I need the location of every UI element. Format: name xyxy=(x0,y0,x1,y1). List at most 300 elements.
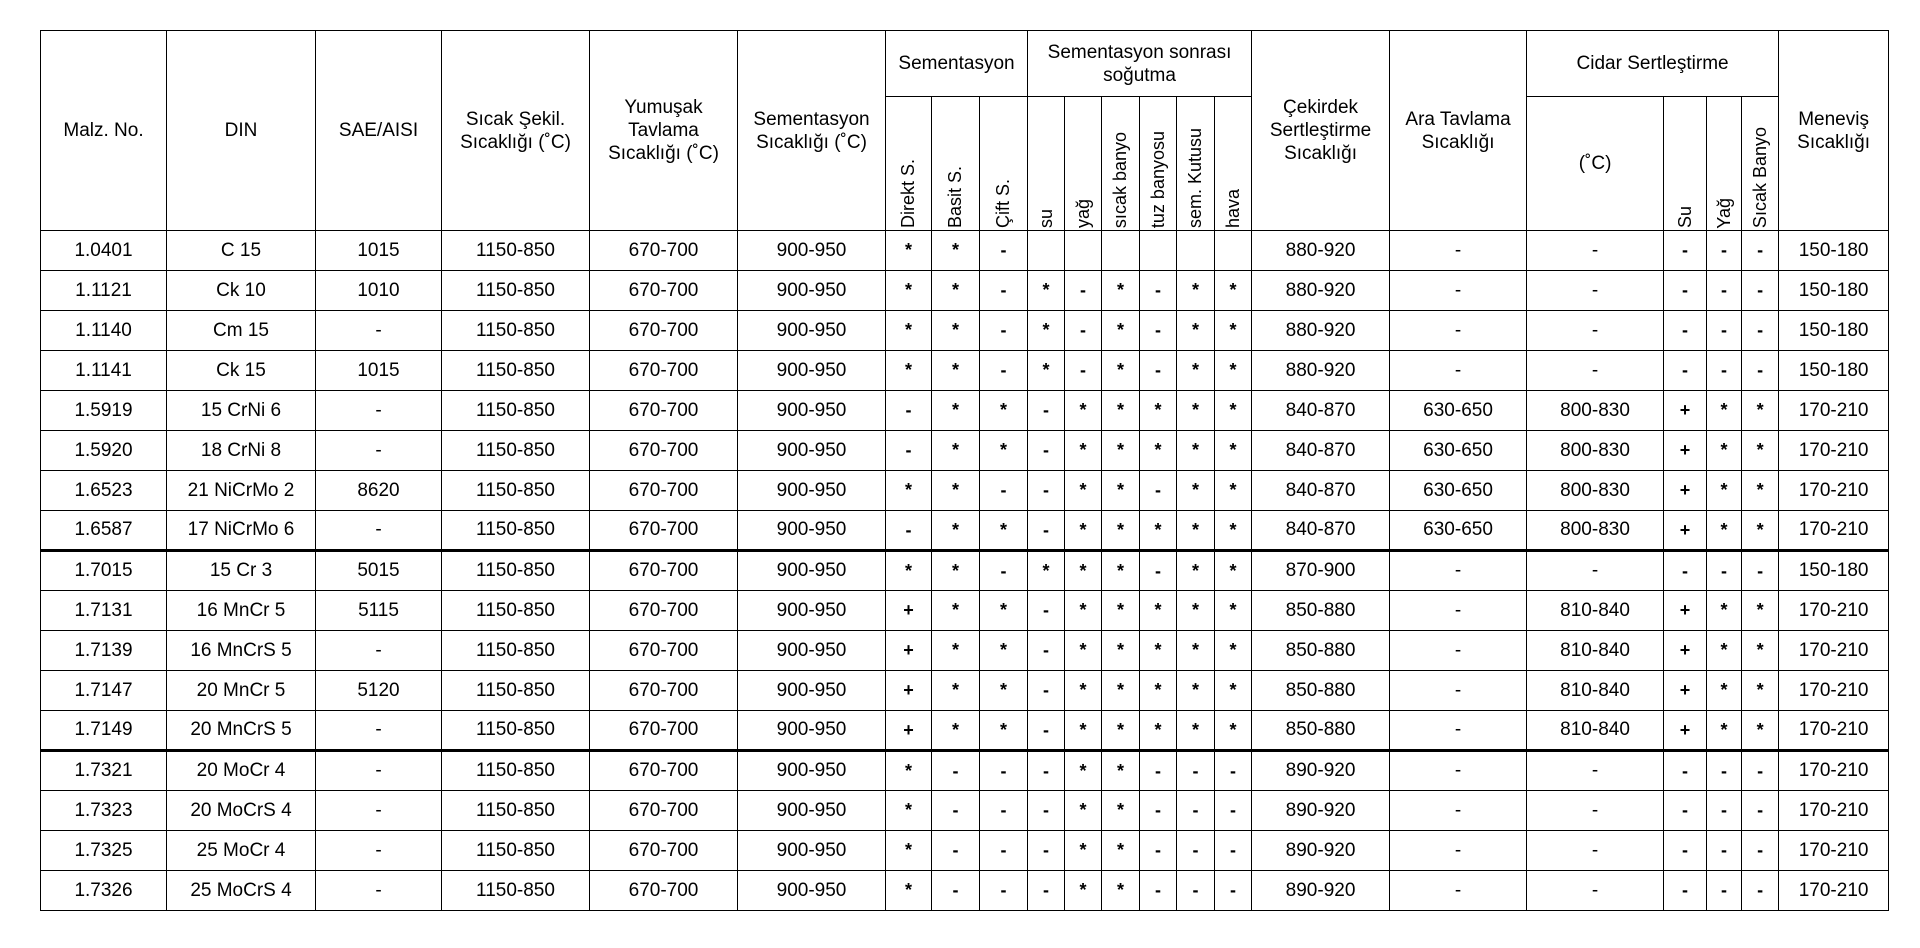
table-cell: 170-210 xyxy=(1779,671,1889,711)
table-cell: * xyxy=(932,431,980,471)
table-cell: * xyxy=(886,351,932,391)
table-cell: - xyxy=(1177,831,1215,871)
table-row xyxy=(41,551,1889,591)
table-cell: - xyxy=(316,511,442,551)
table-row xyxy=(41,751,1889,791)
table-cell: * xyxy=(1215,471,1252,511)
table-cell: - xyxy=(1707,311,1742,351)
table-cell: 1.7325 xyxy=(41,831,167,871)
table-cell: * xyxy=(1742,711,1779,751)
table-row xyxy=(41,431,1889,471)
table-cell: * xyxy=(1140,431,1177,471)
table-cell: 5115 xyxy=(316,591,442,631)
table-cell: - xyxy=(1215,791,1252,831)
table-cell: * xyxy=(932,471,980,511)
table-cell: + xyxy=(886,711,932,751)
table-cell: 880-920 xyxy=(1252,271,1390,311)
table-cell: 1.7139 xyxy=(41,631,167,671)
table-cell: 1150-850 xyxy=(442,671,590,711)
table-cell xyxy=(1028,231,1065,271)
subheader-sem-kutusu: sem. Kutusu xyxy=(1177,97,1215,231)
table-cell: - xyxy=(1707,791,1742,831)
table-cell: 1150-850 xyxy=(442,511,590,551)
table-cell: 8620 xyxy=(316,471,442,511)
table-cell: - xyxy=(1390,791,1527,831)
table-cell: * xyxy=(932,391,980,431)
table-cell: 170-210 xyxy=(1779,471,1889,511)
table-cell: * xyxy=(1140,511,1177,551)
table-cell: - xyxy=(1028,791,1065,831)
table-cell: * xyxy=(1742,671,1779,711)
table-cell: * xyxy=(1177,591,1215,631)
table-cell: * xyxy=(1215,311,1252,351)
table-cell: * xyxy=(1707,671,1742,711)
table-cell: - xyxy=(1390,751,1527,791)
table-cell: * xyxy=(1215,591,1252,631)
table-cell: * xyxy=(1215,391,1252,431)
table-cell: + xyxy=(1664,671,1707,711)
table-row xyxy=(41,711,1889,751)
table-cell: 670-700 xyxy=(590,391,738,431)
table-row xyxy=(41,791,1889,831)
table-cell: - xyxy=(1742,871,1779,911)
table-cell: * xyxy=(886,471,932,511)
table-cell: * xyxy=(932,311,980,351)
table-cell: * xyxy=(1065,671,1102,711)
table-cell: - xyxy=(980,791,1028,831)
table-cell: 1.1141 xyxy=(41,351,167,391)
table-cell: - xyxy=(932,831,980,871)
table-cell: * xyxy=(1028,271,1065,311)
table-cell: - xyxy=(932,871,980,911)
subheader-basit: Basit S. xyxy=(932,97,980,231)
table-cell: - xyxy=(1390,271,1527,311)
table-cell: - xyxy=(1177,751,1215,791)
table-cell: 840-870 xyxy=(1252,511,1390,551)
table-cell: 20 MoCr 4 xyxy=(167,751,316,791)
table-cell: 900-950 xyxy=(738,831,886,871)
table-cell: 1.7323 xyxy=(41,791,167,831)
table-cell: - xyxy=(1028,751,1065,791)
table-cell: 170-210 xyxy=(1779,711,1889,751)
table-cell: - xyxy=(1664,791,1707,831)
table-cell: * xyxy=(932,271,980,311)
table-cell: 810-840 xyxy=(1527,631,1664,671)
table-cell: + xyxy=(1664,471,1707,511)
table-cell: - xyxy=(316,751,442,791)
table-cell: * xyxy=(1177,511,1215,551)
table-cell: 5120 xyxy=(316,671,442,711)
table-cell: - xyxy=(1707,351,1742,391)
table-cell: 1.7131 xyxy=(41,591,167,631)
table-cell: - xyxy=(1390,311,1527,351)
table-cell: - xyxy=(1028,391,1065,431)
table-cell: * xyxy=(1177,671,1215,711)
header-sicak-sekil: Sıcak Şekil. Sıcaklığı (˚C) xyxy=(442,31,590,231)
table-cell: * xyxy=(886,551,932,591)
subheader-cidar-su: Su xyxy=(1664,97,1707,231)
table-cell: 1150-850 xyxy=(442,751,590,791)
table-cell: 670-700 xyxy=(590,551,738,591)
table-cell: - xyxy=(1707,831,1742,871)
table-cell: 25 MoCrS 4 xyxy=(167,871,316,911)
subheader-cidar-temp: (˚C) xyxy=(1527,97,1664,231)
table-cell: Ck 10 xyxy=(167,271,316,311)
table-cell: * xyxy=(1177,551,1215,591)
table-cell: * xyxy=(1102,711,1140,751)
table-cell: * xyxy=(1215,711,1252,751)
table-cell: 670-700 xyxy=(590,351,738,391)
table-cell: 670-700 xyxy=(590,831,738,871)
table-cell: * xyxy=(1215,271,1252,311)
table-cell: - xyxy=(316,711,442,751)
subheader-direkt: Direkt S. xyxy=(886,97,932,231)
table-cell: 900-950 xyxy=(738,271,886,311)
header-ara-tavlama: Ara Tavlama Sıcaklığı xyxy=(1390,31,1527,231)
table-cell: - xyxy=(1028,471,1065,511)
table-cell: - xyxy=(1215,831,1252,871)
table-cell: Ck 15 xyxy=(167,351,316,391)
table-cell: - xyxy=(932,751,980,791)
table-cell: 810-840 xyxy=(1527,711,1664,751)
table-cell: * xyxy=(932,351,980,391)
table-cell: * xyxy=(1140,591,1177,631)
table-cell: * xyxy=(932,671,980,711)
table-cell: * xyxy=(1028,551,1065,591)
table-cell: - xyxy=(1140,831,1177,871)
table-cell: 1.0401 xyxy=(41,231,167,271)
table-cell: 1150-850 xyxy=(442,431,590,471)
table-cell: + xyxy=(1664,511,1707,551)
table-cell: 900-950 xyxy=(738,391,886,431)
table-cell: * xyxy=(1102,471,1140,511)
table-cell: * xyxy=(1215,631,1252,671)
table-cell: - xyxy=(316,391,442,431)
table-cell: * xyxy=(886,871,932,911)
table-cell: - xyxy=(316,311,442,351)
table-cell: - xyxy=(1527,791,1664,831)
table-cell: 150-180 xyxy=(1779,311,1889,351)
table-cell: + xyxy=(1664,591,1707,631)
table-cell: * xyxy=(980,591,1028,631)
header-sementasyon-sicakligi: Sementasyon Sıcaklığı (˚C) xyxy=(738,31,886,231)
table-cell: 900-950 xyxy=(738,471,886,511)
table-cell: * xyxy=(886,311,932,351)
table-cell: * xyxy=(980,391,1028,431)
table-cell: 900-950 xyxy=(738,591,886,631)
table-cell: 1.7147 xyxy=(41,671,167,711)
table-row xyxy=(41,471,1889,511)
table-cell: - xyxy=(1707,551,1742,591)
table-cell: 630-650 xyxy=(1390,471,1527,511)
table-cell: 900-950 xyxy=(738,351,886,391)
table-cell: 1.7321 xyxy=(41,751,167,791)
table-cell: * xyxy=(1140,711,1177,751)
table-cell: + xyxy=(1664,711,1707,751)
table-cell: 810-840 xyxy=(1527,591,1664,631)
table-cell: 670-700 xyxy=(590,511,738,551)
table-cell: - xyxy=(1028,631,1065,671)
table-cell: * xyxy=(1102,271,1140,311)
table-row xyxy=(41,671,1889,711)
table-cell: 810-840 xyxy=(1527,671,1664,711)
table-cell: 850-880 xyxy=(1252,591,1390,631)
table-header xyxy=(41,31,1889,231)
subheader-su: su xyxy=(1028,97,1065,231)
table-cell: Cm 15 xyxy=(167,311,316,351)
table-cell: 150-180 xyxy=(1779,231,1889,271)
table-cell: 850-880 xyxy=(1252,631,1390,671)
table-cell: * xyxy=(1177,391,1215,431)
table-cell: - xyxy=(1028,871,1065,911)
table-cell: 1150-850 xyxy=(442,271,590,311)
table-cell: - xyxy=(1527,311,1664,351)
table-cell: - xyxy=(316,791,442,831)
table-cell: * xyxy=(1177,311,1215,351)
table-cell: * xyxy=(1707,591,1742,631)
table-cell: 670-700 xyxy=(590,431,738,471)
table-cell: 1010 xyxy=(316,271,442,311)
table-cell: - xyxy=(316,871,442,911)
table-cell: + xyxy=(886,671,932,711)
table-cell: 800-830 xyxy=(1527,511,1664,551)
header-cekirdek: Çekirdek Sertleştirme Sıcaklığı xyxy=(1252,31,1390,231)
table-cell: * xyxy=(1065,831,1102,871)
table-cell: * xyxy=(1102,831,1140,871)
table-cell: * xyxy=(1102,391,1140,431)
table-cell: * xyxy=(1102,551,1140,591)
table-cell: 15 Cr 3 xyxy=(167,551,316,591)
table-cell: - xyxy=(1065,311,1102,351)
table-cell: - xyxy=(1664,871,1707,911)
table-row xyxy=(41,271,1889,311)
table-cell: - xyxy=(1664,231,1707,271)
table-cell: 1015 xyxy=(316,231,442,271)
table-cell: - xyxy=(886,511,932,551)
table-cell: * xyxy=(886,751,932,791)
table-cell: * xyxy=(980,671,1028,711)
table-cell: * xyxy=(886,271,932,311)
table-row xyxy=(41,871,1889,911)
table-cell: - xyxy=(1707,231,1742,271)
table-cell: 170-210 xyxy=(1779,631,1889,671)
table-cell: - xyxy=(1664,751,1707,791)
table-cell: * xyxy=(1065,431,1102,471)
table-cell: - xyxy=(1390,671,1527,711)
table-cell: 670-700 xyxy=(590,471,738,511)
table-cell: 670-700 xyxy=(590,311,738,351)
table-cell: - xyxy=(1028,711,1065,751)
table-cell: - xyxy=(1742,551,1779,591)
table-cell: 1015 xyxy=(316,351,442,391)
table-cell: 840-870 xyxy=(1252,471,1390,511)
table-cell xyxy=(1102,231,1140,271)
header-cidar-group: Cidar Sertleştirme xyxy=(1527,31,1779,97)
table-cell: 15 CrNi 6 xyxy=(167,391,316,431)
table-cell: 880-920 xyxy=(1252,231,1390,271)
table-cell: 890-920 xyxy=(1252,871,1390,911)
table-cell: * xyxy=(886,791,932,831)
table-cell: * xyxy=(1065,511,1102,551)
table-cell: - xyxy=(1140,271,1177,311)
table-cell: * xyxy=(932,551,980,591)
table-cell: * xyxy=(1177,431,1215,471)
table-cell: * xyxy=(1177,351,1215,391)
table-row xyxy=(41,351,1889,391)
table-cell: 1150-850 xyxy=(442,471,590,511)
table-cell: * xyxy=(1177,711,1215,751)
table-cell: * xyxy=(1742,431,1779,471)
table-cell: - xyxy=(1390,551,1527,591)
table-cell: * xyxy=(1065,471,1102,511)
header-malz-no: Malz. No. xyxy=(41,31,167,231)
table-cell: * xyxy=(1102,671,1140,711)
table-cell: 900-950 xyxy=(738,231,886,271)
table-cell: - xyxy=(1664,351,1707,391)
table-cell: - xyxy=(1742,231,1779,271)
table-cell: * xyxy=(1707,511,1742,551)
table-cell: 170-210 xyxy=(1779,591,1889,631)
table-cell: - xyxy=(1215,751,1252,791)
subheader-yag: yağ xyxy=(1065,97,1102,231)
table-cell: * xyxy=(1177,271,1215,311)
table-cell: - xyxy=(1390,591,1527,631)
subheader-cift: Çift S. xyxy=(980,97,1028,231)
table-cell: * xyxy=(1102,631,1140,671)
table-cell: * xyxy=(1102,871,1140,911)
table-row xyxy=(41,631,1889,671)
table-cell: + xyxy=(886,631,932,671)
table-cell: 670-700 xyxy=(590,751,738,791)
table-cell: - xyxy=(1140,751,1177,791)
table-cell: 890-920 xyxy=(1252,831,1390,871)
table-cell: 900-950 xyxy=(738,791,886,831)
steel-heat-treatment-table xyxy=(40,30,1889,911)
header-sogutma-group: Sementasyon sonrası soğutma xyxy=(1028,31,1252,97)
table-cell: 850-880 xyxy=(1252,711,1390,751)
table-cell: - xyxy=(1390,831,1527,871)
table-cell: - xyxy=(980,471,1028,511)
table-cell: 5015 xyxy=(316,551,442,591)
table-cell: 21 NiCrMo 2 xyxy=(167,471,316,511)
table-cell: - xyxy=(980,551,1028,591)
table-cell: - xyxy=(1664,271,1707,311)
table-cell: - xyxy=(1390,711,1527,751)
table-cell: * xyxy=(1742,511,1779,551)
table-cell: - xyxy=(1527,871,1664,911)
table-cell: * xyxy=(1215,431,1252,471)
table-cell: * xyxy=(1065,751,1102,791)
table-cell: - xyxy=(1028,831,1065,871)
table-row xyxy=(41,591,1889,631)
table-cell: 170-210 xyxy=(1779,791,1889,831)
header-menevis: Meneviş Sıcaklığı xyxy=(1779,31,1889,231)
table-cell: - xyxy=(886,391,932,431)
table-cell: 1150-850 xyxy=(442,391,590,431)
header-sementasyon-group: Sementasyon xyxy=(886,31,1028,97)
table-cell: - xyxy=(1177,791,1215,831)
table-cell: 150-180 xyxy=(1779,351,1889,391)
table-cell: 1.6523 xyxy=(41,471,167,511)
header-din: DIN xyxy=(167,31,316,231)
table-cell: 800-830 xyxy=(1527,391,1664,431)
table-cell: * xyxy=(1065,631,1102,671)
table-cell: 630-650 xyxy=(1390,431,1527,471)
table-cell: 670-700 xyxy=(590,631,738,671)
table-cell: - xyxy=(1140,551,1177,591)
table-cell: 870-900 xyxy=(1252,551,1390,591)
table-cell: * xyxy=(980,711,1028,751)
table-cell: * xyxy=(1177,471,1215,511)
table-cell: * xyxy=(1102,431,1140,471)
table-cell xyxy=(1177,231,1215,271)
table-cell: 670-700 xyxy=(590,671,738,711)
table-cell: 17 NiCrMo 6 xyxy=(167,511,316,551)
table-cell: - xyxy=(1527,351,1664,391)
table-cell: 1.1140 xyxy=(41,311,167,351)
table-cell: 880-920 xyxy=(1252,311,1390,351)
table-cell: - xyxy=(1390,871,1527,911)
table-cell: 890-920 xyxy=(1252,751,1390,791)
table-cell: * xyxy=(1065,551,1102,591)
subheader-cidar-sicak-banyo: Sıcak Banyo xyxy=(1742,97,1779,231)
table-cell: 800-830 xyxy=(1527,431,1664,471)
table-row xyxy=(41,231,1889,271)
table-cell: - xyxy=(1742,791,1779,831)
table-cell: 840-870 xyxy=(1252,431,1390,471)
table-cell: 20 MoCrS 4 xyxy=(167,791,316,831)
table-cell: * xyxy=(932,231,980,271)
table-cell: * xyxy=(1742,471,1779,511)
table-cell: * xyxy=(980,631,1028,671)
table-cell: - xyxy=(980,351,1028,391)
table-cell: 18 CrNi 8 xyxy=(167,431,316,471)
table-cell: 840-870 xyxy=(1252,391,1390,431)
table-cell: - xyxy=(1707,871,1742,911)
table-cell: 170-210 xyxy=(1779,431,1889,471)
table-cell: * xyxy=(932,511,980,551)
table-cell: 150-180 xyxy=(1779,551,1889,591)
table-cell: * xyxy=(1028,311,1065,351)
table-cell: * xyxy=(1065,791,1102,831)
table-cell: 890-920 xyxy=(1252,791,1390,831)
table-cell: - xyxy=(1065,351,1102,391)
table-cell: 1150-850 xyxy=(442,351,590,391)
table-cell: - xyxy=(1742,831,1779,871)
table-cell: + xyxy=(1664,431,1707,471)
table-cell: - xyxy=(1028,511,1065,551)
table-cell: - xyxy=(980,751,1028,791)
table-cell: 1.5919 xyxy=(41,391,167,431)
table-cell: - xyxy=(1140,871,1177,911)
table-cell: + xyxy=(1664,391,1707,431)
table-cell: 670-700 xyxy=(590,711,738,751)
table-cell: 900-950 xyxy=(738,671,886,711)
subheader-sicak-banyo: sıcak banyo xyxy=(1102,97,1140,231)
table-row xyxy=(41,511,1889,551)
table-cell: * xyxy=(886,831,932,871)
table-cell: 1150-850 xyxy=(442,231,590,271)
table-cell: * xyxy=(932,711,980,751)
table-row xyxy=(41,831,1889,871)
table-cell: - xyxy=(1742,271,1779,311)
table-cell: - xyxy=(932,791,980,831)
table-cell: * xyxy=(1102,311,1140,351)
table-cell: - xyxy=(1390,351,1527,391)
table-cell: - xyxy=(316,631,442,671)
table-cell: * xyxy=(1140,631,1177,671)
table-cell: 16 MnCrS 5 xyxy=(167,631,316,671)
